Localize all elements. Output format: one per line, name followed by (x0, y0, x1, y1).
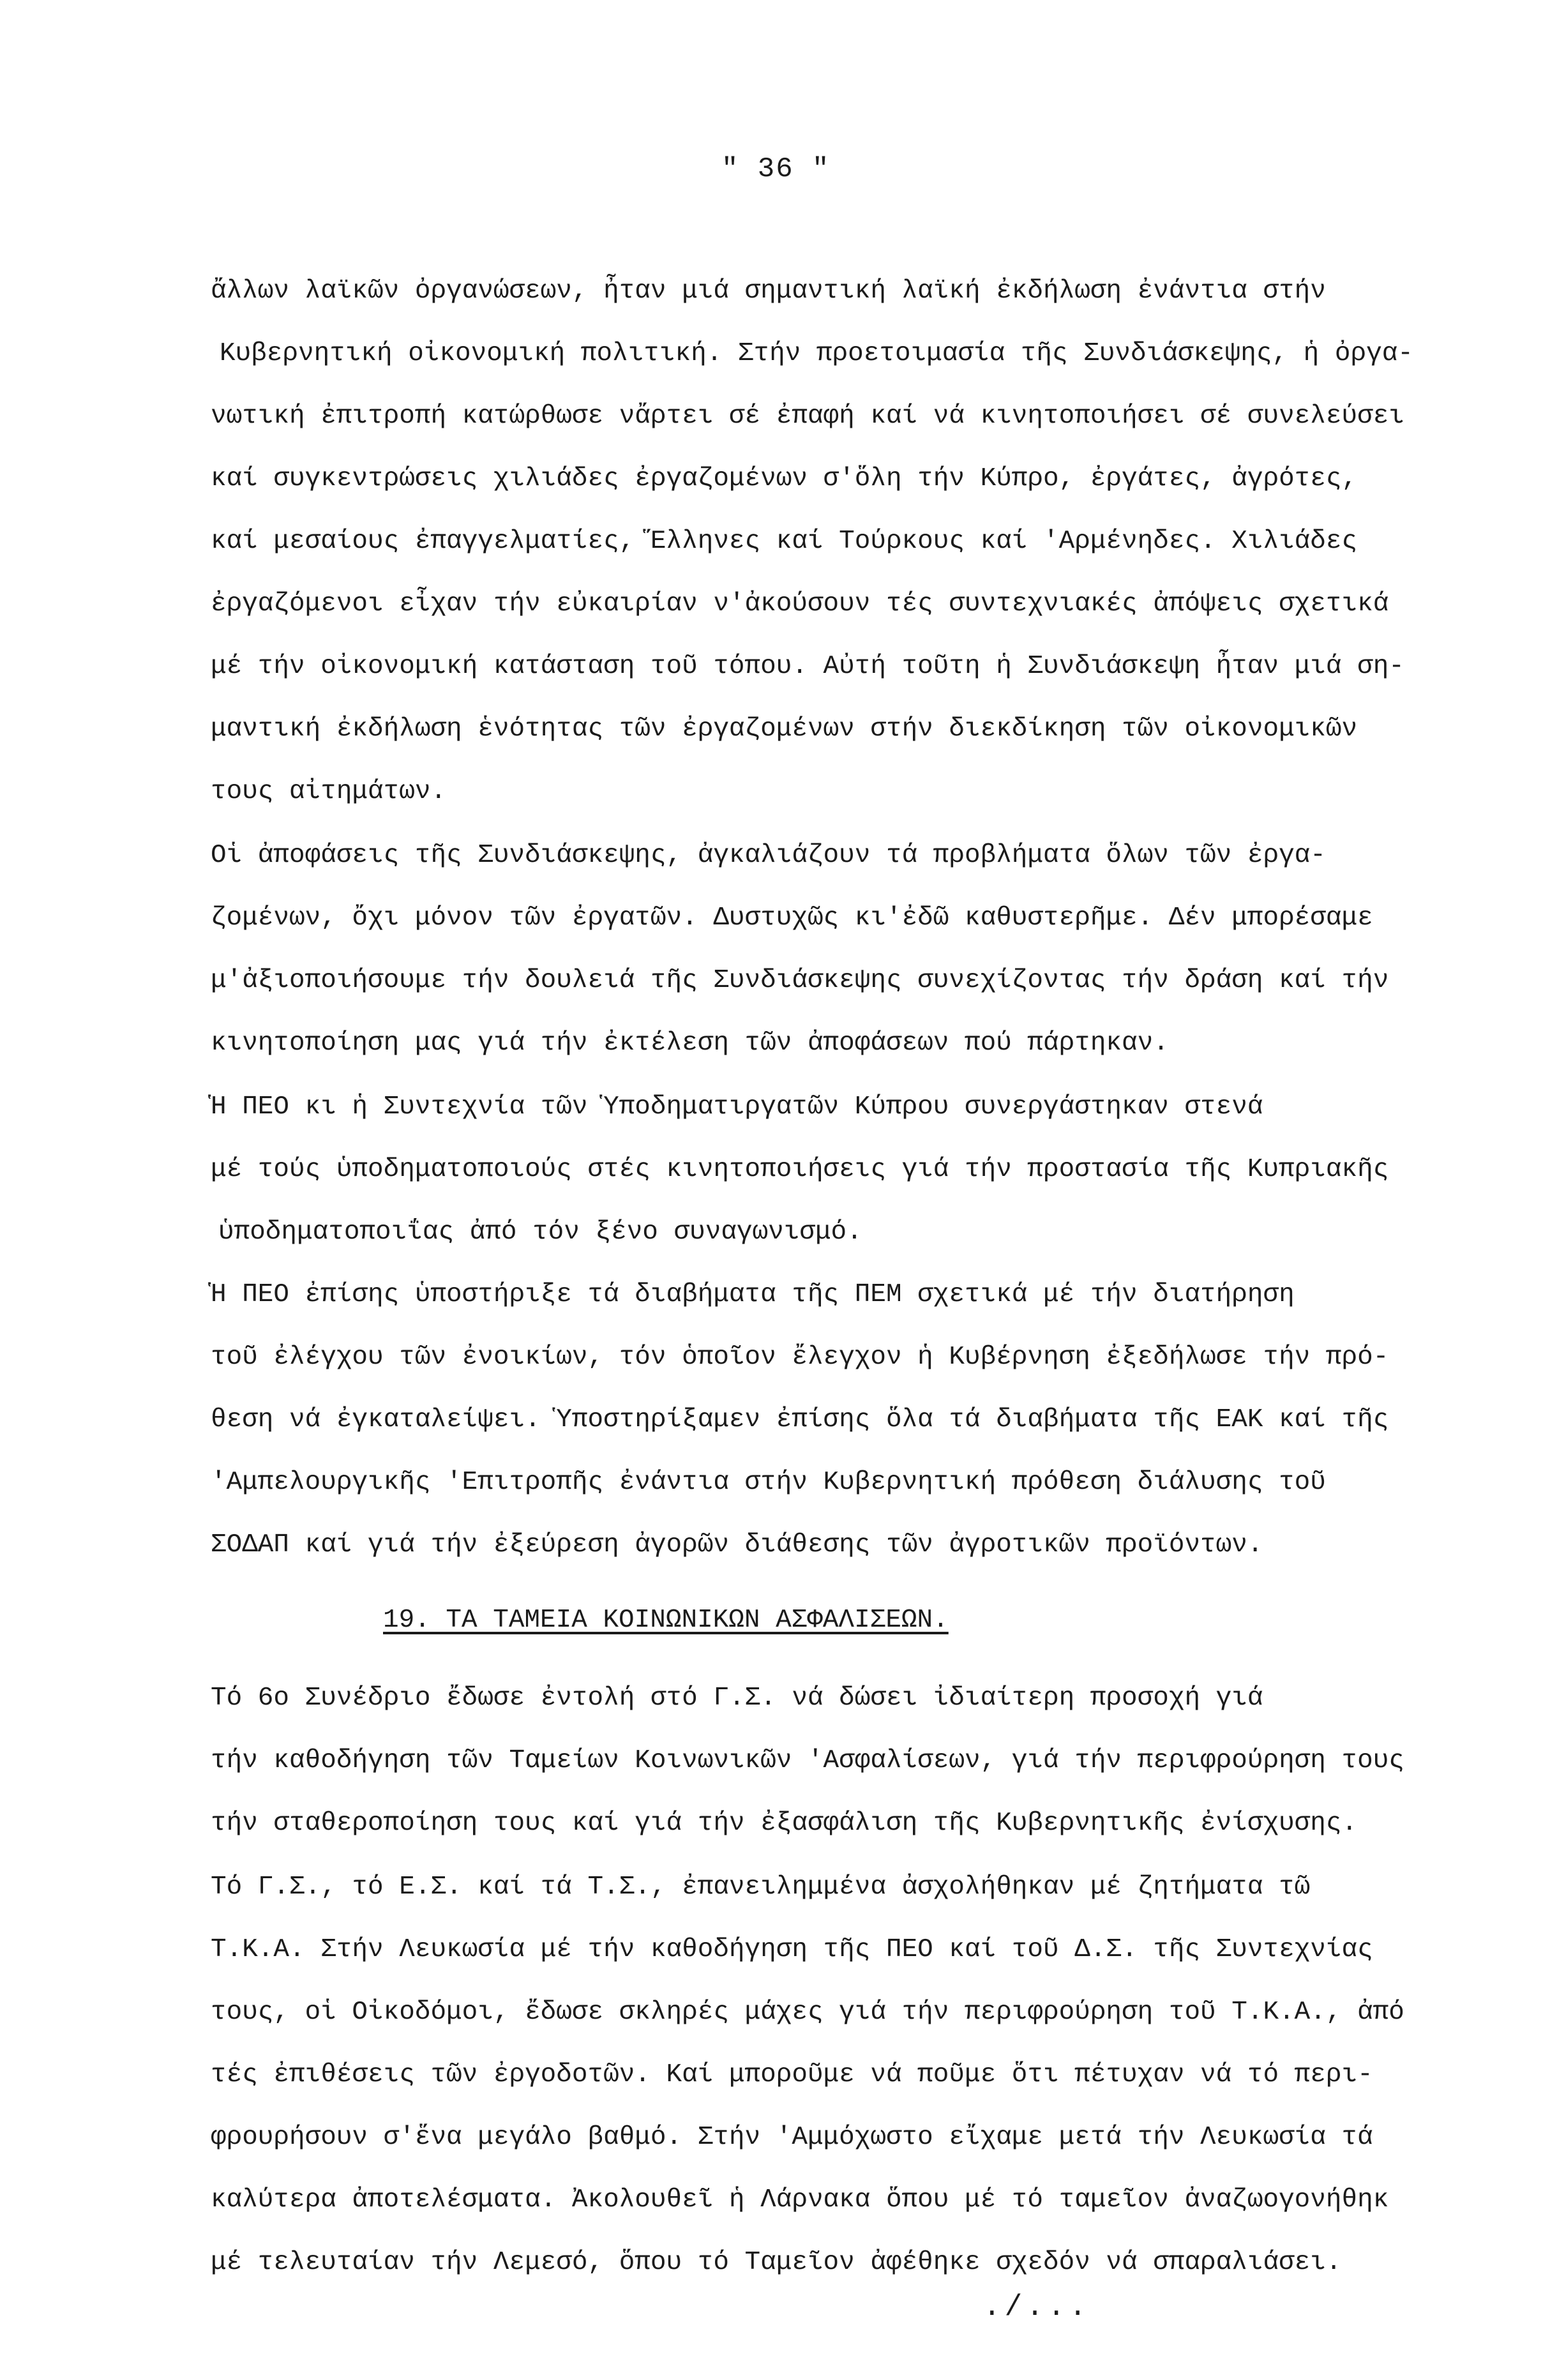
text-line: τήν σταθεροποίηση τους καί γιά τήν ἐξασφάλιση τῆς Κυβερνητικῆς ἐνίσχυσης. (211, 1809, 1358, 1838)
text-line: Ἡ ΠΕΟ ἐπίσης ὑποστήριξε τά διαβήματα τῆς ΠΕΜ σχετικά μέ τήν διατήρηση (211, 1280, 1295, 1309)
text-line: μέ τελευταίαν τήν Λεμεσό, ὅπου τό Ταμεῖον ἀφέθηκε σχεδόν νά σπαραλιάσει. (211, 2248, 1342, 2277)
text-line: τές ἐπιθέσεις τῶν ἐργοδοτῶν. Καί μποροῦμε νά ποῦμε ὅτι πέτυχαν νά τό περι- (211, 2060, 1373, 2090)
text-line: μέ τούς ὑποδηματοποιούς στές κινητοποιήσεις γιά τήν προστασία τῆς Κυπριακῆς (211, 1155, 1389, 1184)
text-line: τήν καθοδήγηση τῶν Ταμείων Κοινωνικῶν 'Ασφαλίσεων, γιά τήν περιφρούρηση τους (211, 1746, 1404, 1775)
text-line: Οἱ ἀποφάσεις τῆς Συνδιάσκεψης, ἀγκαλιάζουν τά προβλήματα ὅλων τῶν ἐργα- (211, 841, 1326, 870)
text-line: Ἡ ΠΕΟ κι ἡ Συντεχνία τῶν Ὑποδηματιργατῶν Κύπρου συνεργάστηκαν στενά (211, 1092, 1263, 1122)
text-line: θεση νά ἐγκαταλείψει. Ὑποστηρίξαμεν ἐπίσης ὅλα τά διαβήματα τῆς ΕΑΚ καί τῆς (211, 1405, 1389, 1435)
text-line: Κυβερνητική οἰκονομική πολιτική. Στήν προετοιμασία τῆς Συνδιάσκεψης, ἡ ὀργα- (220, 339, 1413, 368)
text-line: ΣΟΔΑΠ καί γιά τήν ἐξεύρεση ἀγορῶν διάθεσης τῶν ἀγροτικῶν προϊόντων. (211, 1530, 1263, 1560)
text-line: καί συγκεντρώσεις χιλιάδες ἐργαζομένων σ'ὅλη τήν Κύπρο, ἐργάτες, ἀγρότες, (211, 464, 1358, 493)
text-line: μέ τήν οἰκονομική κατάσταση τοῦ τόπου. Αὐτή τοῦτη ἡ Συνδιάσκεψη ἦταν μιά ση- (211, 652, 1404, 681)
page-number: " 36 " (721, 153, 831, 185)
section-heading: 19. ΤΑ ΤΑΜΕΙΑ ΚΟΙΝΩΝΙΚΩΝ ΑΣΦΑΛΙΣΕΩΝ. (383, 1606, 949, 1635)
continuation-mark: ./... (983, 2291, 1091, 2324)
text-line: ζομένων, ὄχι μόνον τῶν ἐργατῶν. Δυστυχῶς κι'ἐδῶ καθυστερῆμε. Δέν μπορέσαμε (211, 903, 1373, 933)
text-line: 'Αμπελουργικῆς 'Επιτροπῆς ἐνάντια στήν Κυβερνητική πρόθεση διάλυσης τοῦ (211, 1468, 1326, 1497)
text-line: Τ.Κ.Α. Στήν Λευκωσία μέ τήν καθοδήγηση τῆς ΠΕΟ καί τοῦ Δ.Σ. τῆς Συντεχνίας (211, 1935, 1373, 1964)
text-line: κινητοποίηση μας γιά τήν ἐκτέλεση τῶν ἀποφάσεων πού πάρτηκαν. (211, 1028, 1169, 1058)
text-line: Τό Γ.Σ., τό Ε.Σ. καί τά Τ.Σ., ἐπανειλημμένα ἀσχολήθηκαν μέ ζητήματα τῶ (211, 1872, 1311, 1902)
text-line: φρουρήσουν σ'ἕνα μεγάλο βαθμό. Στήν 'Αμμόχωστο εἴχαμε μετά τήν Λευκωσία τά (211, 2123, 1373, 2152)
text-line: καί μεσαίους ἐπαγγελματίες, Ἕλληνες καί Τούρκους καί 'Αρμένηδες. Χιλιάδες (211, 527, 1358, 556)
text-line: ὑποδηματοποιΐας ἀπό τόν ξένο συναγωνισμό. (218, 1217, 862, 1247)
text-line: τους αἰτημάτων. (211, 777, 447, 806)
text-line: νωτική ἐπιτροπή κατώρθωσε νἄρτει σέ ἐπαφή καί νά κινητοποιήσει σέ συνελεύσει (211, 402, 1404, 431)
text-line: καλύτερα ἀποτελέσματα. Ἀκολουθεῖ ἡ Λάρνακα ὅπου μέ τό ταμεῖον ἀναζωογονήθηκ (211, 2185, 1389, 2215)
text-line: μαντική ἐκδήλωση ἑνότητας τῶν ἐργαζομένων στήν διεκδίκηση τῶν οἰκονομικῶν (211, 714, 1358, 744)
text-line: μ'ἀξιοποιήσουμε τήν δουλειά τῆς Συνδιάσκεψης συνεχίζοντας τήν δράση καί τήν (211, 966, 1389, 995)
text-line: Τό 6ο Συνέδριο ἔδωσε ἐντολή στό Γ.Σ. νά δώσει ἰδιαίτερη προσοχή γιά (211, 1683, 1263, 1713)
text-line: τους, οἱ Οἰκοδόμοι, ἔδωσε σκληρές μάχες γιά τήν περιφρούρηση τοῦ Τ.Κ.Α., ἀπό (211, 1998, 1404, 2027)
text-line: τοῦ ἐλέγχου τῶν ἐνοικίων, τόν ὁποῖον ἔλεγχον ἡ Κυβέρνηση ἐξεδήλωσε τήν πρό- (211, 1343, 1389, 1372)
text-line: ἄλλων λαϊκῶν ὀργανώσεων, ἦταν μιά σημαντική λαϊκή ἐκδήλωση ἐνάντια στήν (211, 276, 1326, 306)
text-line: ἐργαζόμενοι εἶχαν τήν εὐκαιρίαν ν'ἀκούσουν τές συντεχνιακές ἀπόψεις σχετικά (211, 589, 1389, 619)
